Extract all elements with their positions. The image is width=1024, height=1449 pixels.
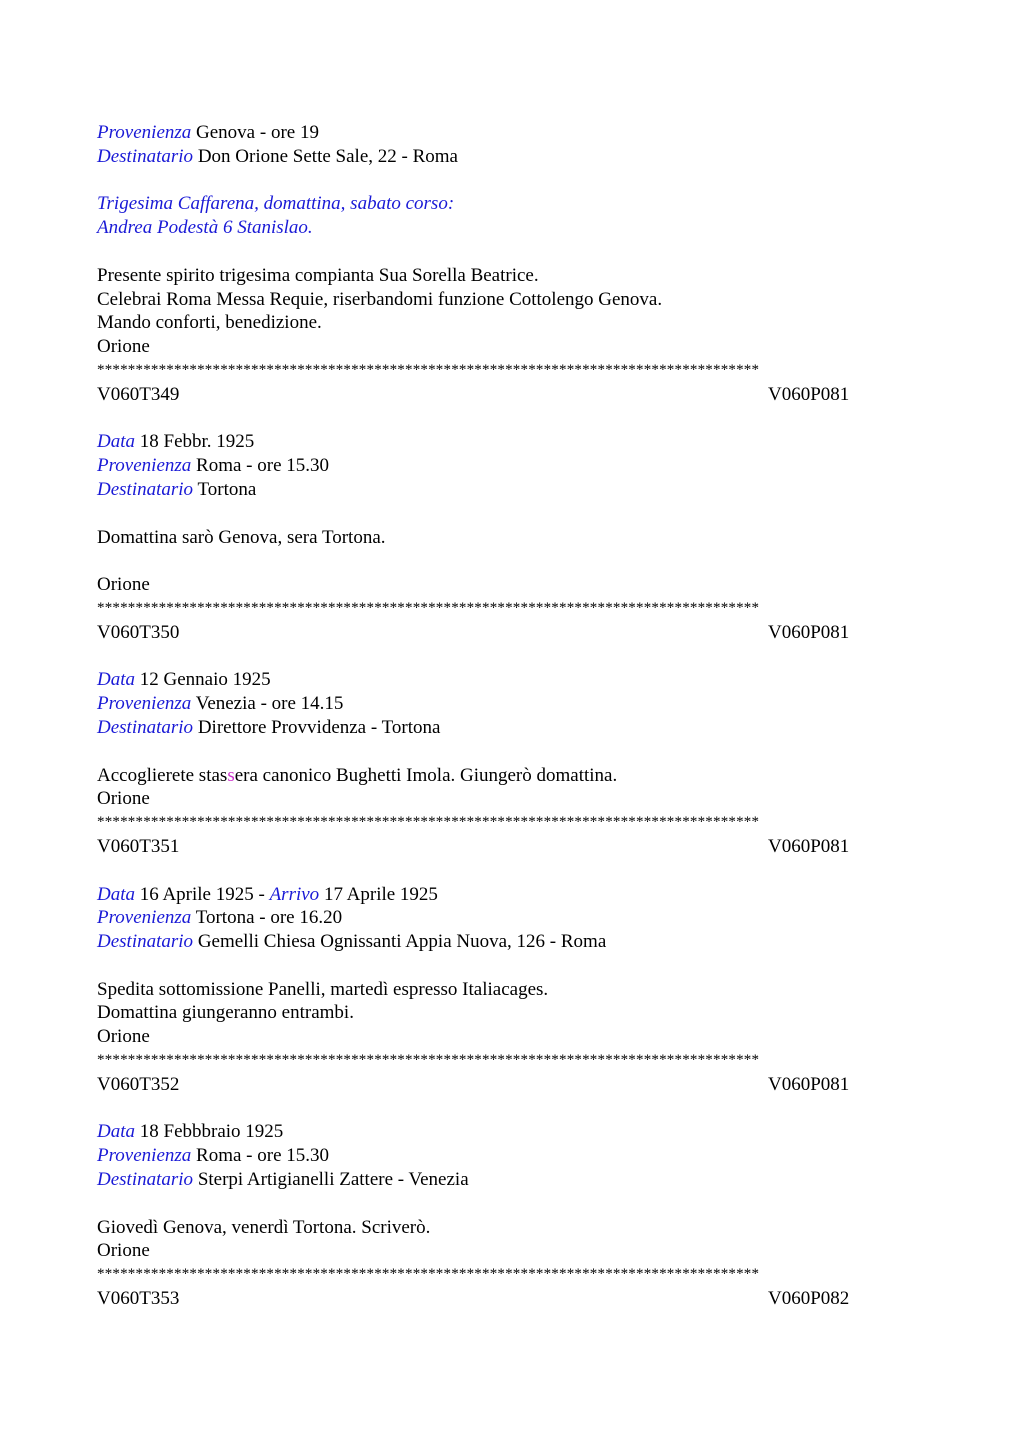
- provenienza-value: Tortona - ore 16.20: [195, 907, 343, 929]
- body-line: [97, 764, 927, 788]
- body-line: Mando conforti, benedizione.: [97, 312, 322, 334]
- separator: **************************************************************************************: [97, 1052, 760, 1069]
- signature: Orione: [97, 336, 150, 358]
- data-value: 16 Aprile 1925 -: [139, 883, 270, 905]
- body-line: Spedita sottomissione Panelli, martedì espresso Italiacages.: [97, 978, 549, 1000]
- note-line: Andrea Podestà 6 Stanislao.: [97, 217, 313, 239]
- destinatario-label: Destinatario: [97, 931, 194, 953]
- body-text: Accoglierete stas: [97, 764, 228, 786]
- telegram-entry: [97, 1120, 927, 1310]
- separator: **************************************************************************************: [97, 599, 760, 616]
- body-text: era canonico Bughetti Imola. Giungerò domattina.: [234, 764, 618, 786]
- document-page: [97, 121, 927, 1311]
- provenienza-line: [97, 692, 927, 716]
- page-code: V060P082: [768, 1288, 850, 1310]
- page-code: V060P081: [768, 835, 850, 857]
- provenienza-label: Provenienza: [97, 455, 192, 477]
- destinatario-value: Gemelli Chiesa Ognissanti Appia Nuova, 126 - Roma: [197, 931, 607, 953]
- provenienza-value: Roma - ore 15.30: [196, 1145, 330, 1167]
- code-row: [97, 383, 927, 407]
- provenienza-label: Provenienza: [97, 907, 192, 929]
- destinatario-value: Tortona: [197, 478, 257, 500]
- code-row: [97, 1073, 927, 1097]
- signature: Orione: [97, 1026, 150, 1048]
- destinatario-line: [97, 478, 927, 502]
- destinatario-line: [97, 716, 927, 740]
- note-line: Trigesima Caffarena, domattina, sabato corso:: [97, 193, 455, 215]
- body-line: Celebrai Roma Messa Requie, riserbandomi funzione Cottolengo Genova.: [97, 288, 663, 310]
- destinatario-value: Sterpi Artigianelli Zattere - Venezia: [197, 1169, 469, 1191]
- destinatario-label: Destinatario: [97, 145, 194, 167]
- telegram-code: V060T352: [97, 1073, 180, 1095]
- destinatario-label: Destinatario: [97, 1169, 194, 1191]
- page-code: V060P081: [768, 621, 850, 643]
- provenienza-value: Genova - ore 19: [196, 122, 319, 143]
- page-code: V060P081: [768, 383, 850, 405]
- destinatario-value: Don Orione Sette Sale, 22 - Roma: [197, 145, 458, 167]
- telegram-entry: [97, 430, 927, 644]
- provenienza-label: Provenienza: [97, 122, 192, 143]
- provenienza-value: Roma - ore 15.30: [196, 455, 330, 477]
- body-line: Domattina giungeranno entrambi.: [97, 1002, 354, 1024]
- destinatario-label: Destinatario: [97, 716, 194, 738]
- telegram-code: V060T350: [97, 621, 180, 643]
- signature: Orione: [97, 574, 150, 596]
- body-line: Giovedì Genova, venerdì Tortona. Scriverò.: [97, 1216, 431, 1238]
- destinatario-label: Destinatario: [97, 478, 194, 500]
- destinatario-line: [97, 1168, 927, 1192]
- data-value: 12 Gennaio 1925: [139, 669, 271, 691]
- signature: Orione: [97, 1240, 150, 1262]
- arrivo-label: Arrivo: [269, 883, 320, 905]
- signature: Orione: [97, 788, 150, 810]
- data-line: [97, 1120, 927, 1144]
- code-row: [97, 835, 927, 859]
- destinatario-value: Direttore Provvidenza - Tortona: [197, 716, 441, 738]
- data-label: Data: [97, 669, 135, 691]
- provenienza-label: Provenienza: [97, 693, 192, 715]
- provenienza-line: [97, 121, 927, 145]
- telegram-code: V060T353: [97, 1288, 180, 1310]
- data-label: Data: [97, 431, 135, 453]
- separator: **************************************************************************************: [97, 361, 760, 378]
- data-label: Data: [97, 883, 135, 905]
- destinatario-line: [97, 145, 927, 169]
- code-row: [97, 621, 927, 645]
- telegram-entry: [97, 883, 927, 1097]
- arrivo-value: 17 Aprile 1925: [323, 883, 438, 905]
- telegram-code: V060T349: [97, 383, 180, 405]
- provenienza-line: [97, 1144, 927, 1168]
- data-value: 18 Febbbraio 1925: [139, 1121, 284, 1143]
- data-line: [97, 883, 927, 907]
- provenienza-value: Venezia - ore 14.15: [195, 693, 344, 715]
- page-code: V060P081: [768, 1073, 850, 1095]
- data-line: [97, 668, 927, 692]
- destinatario-line: [97, 930, 927, 954]
- provenienza-label: Provenienza: [97, 1145, 192, 1167]
- provenienza-line: [97, 454, 927, 478]
- data-value: 18 Febbr. 1925: [139, 431, 255, 453]
- data-line: [97, 430, 927, 454]
- provenienza-line: [97, 906, 927, 930]
- data-label: Data: [97, 1121, 135, 1143]
- body-line: Presente spirito trigesima compianta Sua Sorella Beatrice.: [97, 264, 539, 286]
- highlighted-letter: s: [227, 764, 235, 786]
- telegram-entry: [97, 121, 927, 407]
- body-line: Domattina sarò Genova, sera Tortona.: [97, 526, 386, 548]
- telegram-entry: [97, 668, 927, 858]
- separator: **************************************************************************************: [97, 814, 760, 831]
- separator: **************************************************************************************: [97, 1266, 760, 1283]
- code-row: [97, 1287, 927, 1311]
- telegram-code: V060T351: [97, 835, 180, 857]
